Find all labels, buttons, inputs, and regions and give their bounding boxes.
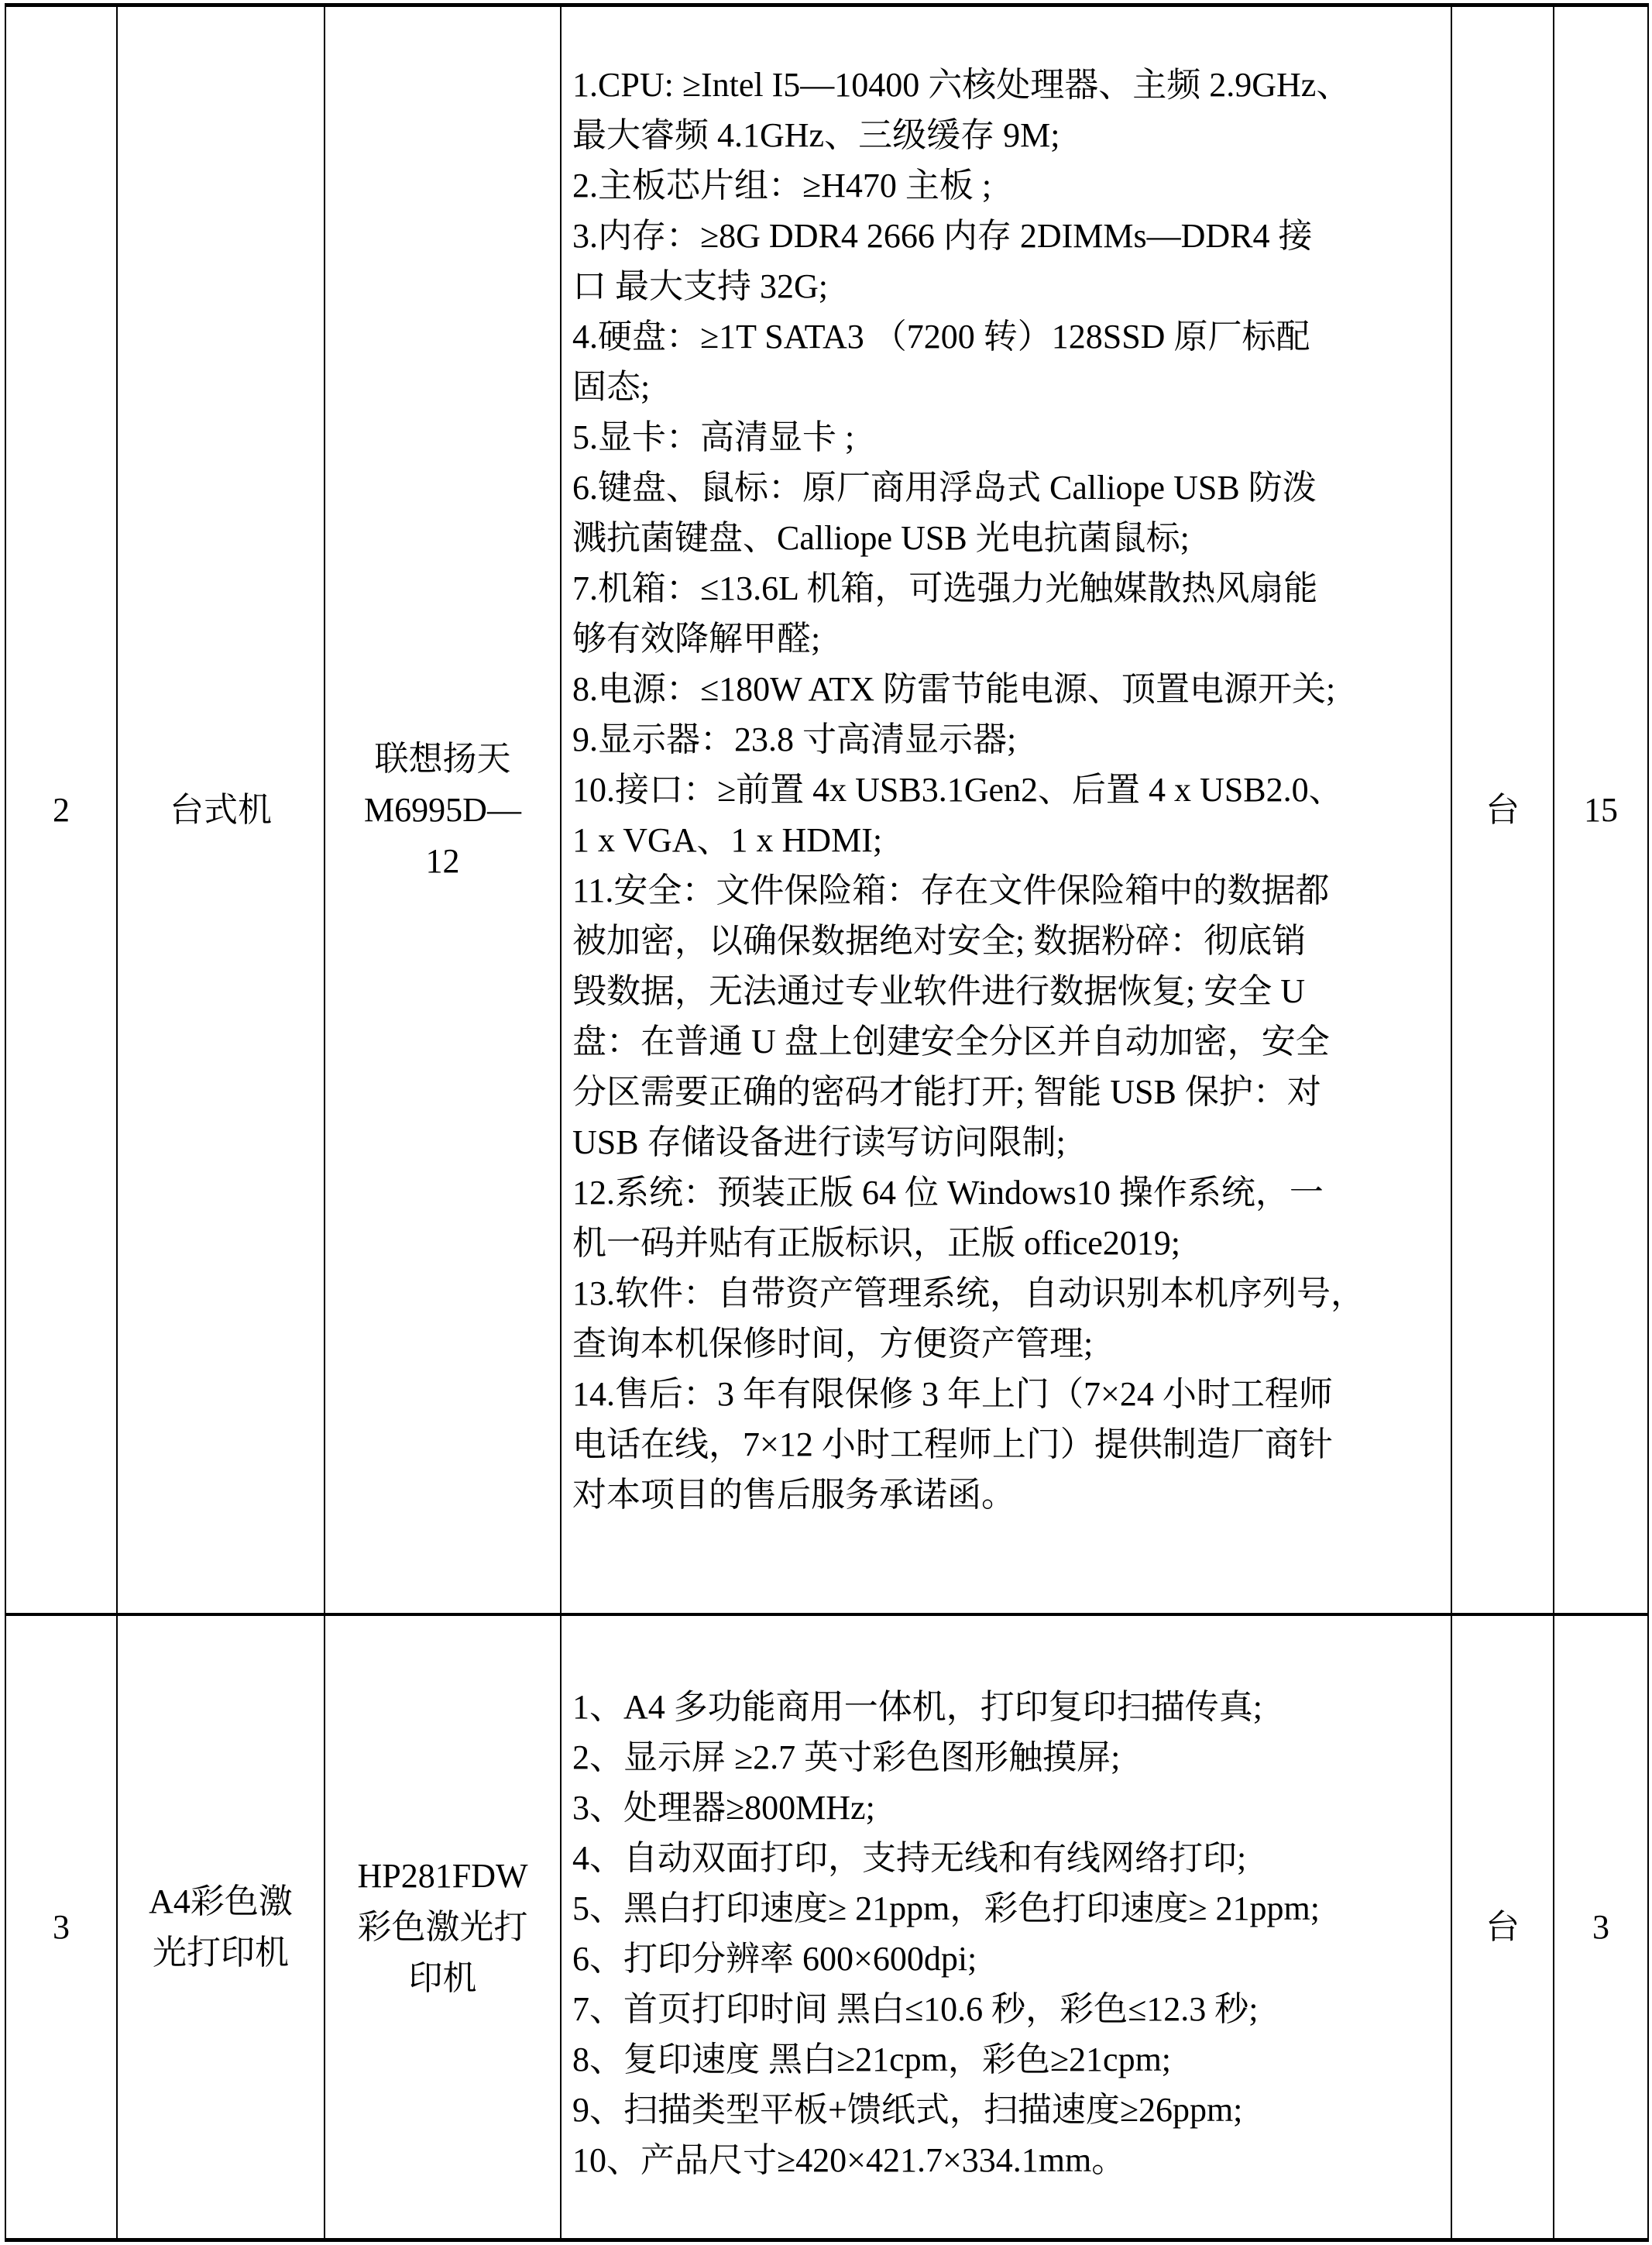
spec-line: 7.机箱：≤13.6L 机箱，可选强力光触媒散热风扇能 <box>572 569 1318 607</box>
spec-line: 溅抗菌键盘、Calliope USB 光电抗菌鼠标; <box>572 519 1190 557</box>
spec-line: 3.内存：≥8G DDR4 2666 内存 2DIMMs—DDR4 接 <box>572 217 1313 255</box>
model-cell <box>325 7 562 1616</box>
spec-line: 盘：在普通 U 盘上创建安全分区并自动加密，安全 <box>572 1023 1330 1061</box>
spec-line: 14.售后：3 年有限保修 3 年上门（7×24 小时工程师 <box>572 1375 1333 1413</box>
spec-line: 最大睿频 4.1GHz、三级缓存 9M; <box>572 116 1060 154</box>
item-name-line: 台式机 <box>170 790 272 829</box>
spec-line: 4.硬盘：≥1T SATA3 （7200 转）128SSD 原厂标配 <box>572 318 1310 356</box>
spec-line: 1 x VGA、1 x HDMI; <box>572 821 883 859</box>
spec-line: 9、扫描类型平板+馈纸式，扫描速度≥26ppm; <box>572 2091 1243 2129</box>
item-name-line: A4彩色激 <box>149 1882 293 1920</box>
quantity-cell: 3 <box>1554 1616 1649 2238</box>
spec-line: 毁数据，无法通过专业软件进行数据恢复; 安全 U <box>572 972 1305 1010</box>
spec-line: 3、处理器≥800MHz; <box>572 1789 875 1827</box>
spec-line: 10.接口：≥前置 4x USB3.1Gen2、后置 4 x USB2.0、 <box>572 771 1343 809</box>
model-line: HP281FDW <box>357 1856 528 1895</box>
spec-line: USB 存储设备进行读写访问限制; <box>572 1123 1066 1161</box>
spec-line: 11.安全：文件保险箱：存在文件保险箱中的数据都 <box>572 872 1330 909</box>
spec-line: 1、A4 多功能商用一体机，打印复印扫描传真; <box>572 1688 1262 1726</box>
spec-line: 8、复印速度 黑白≥21cpm，彩色≥21cpm; <box>572 2040 1172 2078</box>
model-cell <box>325 1616 562 2238</box>
spec-line: 5、黑白打印速度≥ 21ppm，彩色打印速度≥ 21ppm; <box>572 1889 1320 1927</box>
spec-line: 电话在线，7×12 小时工程师上门）提供制造厂商针 <box>572 1425 1333 1463</box>
row-number-cell: 2 <box>6 7 118 1616</box>
item-name-line: 光打印机 <box>153 1933 289 1972</box>
spec-line: 固态; <box>572 368 651 406</box>
unit-cell: 台 <box>1452 1616 1554 2238</box>
spec-line: 13.软件：自带资产管理系统，自动识别本机序列号， <box>572 1274 1365 1312</box>
spec-line: 分区需要正确的密码才能打开; 智能 USB 保护：对 <box>572 1073 1321 1111</box>
spec-cell <box>562 7 1452 1616</box>
model-line: 彩色激光打 <box>357 1907 528 1946</box>
model-line: 联想扬天 <box>374 739 511 778</box>
item-name-cell <box>118 7 325 1616</box>
spec-line: 1.CPU: ≥Intel I5—10400 六核处理器、主频 2.9GHz、 <box>572 66 1351 104</box>
spec-line: 12.系统：预装正版 64 位 Windows10 操作系统，一 <box>572 1174 1324 1212</box>
spec-line: 5.显卡：高清显卡 ; <box>572 418 855 456</box>
model-line: 12 <box>425 841 460 880</box>
procurement-spec-table <box>5 3 1649 2242</box>
spec-line: 机一码并贴有正版标识，正版 office2019; <box>572 1224 1181 1262</box>
model-line: M6995D— <box>364 790 521 829</box>
spec-line: 4、自动双面打印，支持无线和有线网络打印; <box>572 1839 1247 1877</box>
model-line: 印机 <box>408 1958 477 1997</box>
spec-line: 2、显示屏 ≥2.7 英寸彩色图形触摸屏; <box>572 1738 1121 1776</box>
spec-line: 7、首页打印时间 黑白≤10.6 秒，彩色≤12.3 秒; <box>572 1990 1259 2028</box>
item-name-cell <box>118 1616 325 2238</box>
spec-line: 对本项目的售后服务承诺函。 <box>572 1476 1015 1514</box>
spec-line: 8.电源：≤180W ATX 防雷节能电源、顶置电源开关; <box>572 670 1336 708</box>
spec-line: 6.键盘、鼠标：原厂商用浮岛式 Calliope USB 防泼 <box>572 469 1317 507</box>
spec-line: 6、打印分辨率 600×600dpi; <box>572 1940 977 1978</box>
row-number-cell: 3 <box>6 1616 118 2238</box>
spec-line: 口 最大支持 32G; <box>572 267 828 305</box>
spec-line: 被加密，以确保数据绝对安全; 数据粉碎：彻底销 <box>572 922 1307 960</box>
spec-cell <box>562 1616 1452 2238</box>
spec-line: 9.显示器：23.8 寸高清显示器; <box>572 720 1017 758</box>
spec-line: 2.主板芯片组：≥H470 主板 ; <box>572 167 992 205</box>
unit-cell: 台 <box>1452 7 1554 1616</box>
quantity-cell: 15 <box>1554 7 1649 1616</box>
spec-line: 10、产品尺寸≥420×421.7×334.1mm。 <box>572 2141 1126 2179</box>
spec-line: 查询本机保修时间，方便资产管理; <box>572 1325 1094 1363</box>
spec-line: 够有效降解甲醛; <box>572 620 821 658</box>
